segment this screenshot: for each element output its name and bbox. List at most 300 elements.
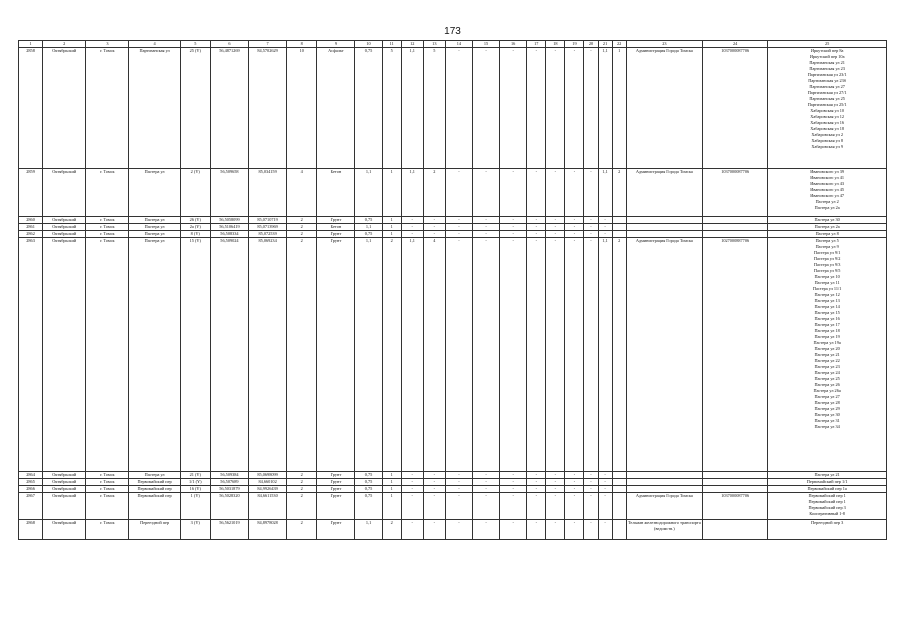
address-item: Первомайский пер 1а	[807, 486, 847, 491]
table-cell: 84,6611530	[249, 493, 287, 520]
address-item: Пастера ул 21	[814, 352, 840, 357]
table-cell: -	[546, 231, 565, 238]
table-cell: -	[401, 217, 423, 224]
table-cell: 2859	[19, 169, 43, 217]
table-cell: 1,1	[401, 169, 423, 217]
table-cell: -	[445, 169, 472, 217]
address-item: Пастера ул 9/1	[813, 250, 841, 255]
table-cell: Грунт	[317, 520, 355, 540]
table-cell: 85,0698099	[249, 472, 287, 479]
table-cell: Бетон	[317, 224, 355, 231]
table-cell: -	[527, 48, 546, 169]
table-cell: -	[445, 231, 472, 238]
table-cell: -	[565, 224, 584, 231]
table-cell: 2	[382, 238, 401, 472]
table-cell: 2863	[19, 238, 43, 472]
table-cell: 2	[287, 472, 317, 479]
table-cell	[612, 472, 626, 479]
table-cell: -	[565, 472, 584, 479]
table-cell: 1	[382, 231, 401, 238]
table-cell	[626, 472, 702, 479]
table-cell: -	[500, 238, 527, 472]
address-item: Пастера ул 19	[814, 334, 840, 339]
table-cell: 0,75	[355, 493, 382, 520]
table-cell: 56,508334	[210, 231, 248, 238]
table-cell: Грунт	[317, 231, 355, 238]
table-row	[19, 238, 887, 472]
table-cell: -	[584, 231, 598, 238]
address-list-cell	[768, 48, 887, 169]
table-cell: -	[546, 238, 565, 472]
table-cell	[703, 486, 768, 493]
address-item: Пастера ул 19а	[813, 340, 841, 345]
table-cell: 1,1	[598, 238, 612, 472]
address-item: Пастера ул 24	[814, 370, 840, 375]
table-cell: Грунт	[317, 238, 355, 472]
table-cell: 21 (Y)	[180, 472, 210, 479]
table-cell: -	[401, 520, 423, 540]
table-cell: -	[445, 48, 472, 169]
column-header: 15	[473, 41, 500, 48]
address-item: Пастера ул 30	[814, 412, 840, 417]
table-cell: 1	[382, 486, 401, 493]
address-item: Партизанская ул 23	[809, 66, 845, 71]
table-cell: -	[423, 520, 445, 540]
table-cell: -	[473, 479, 500, 486]
table-cell: -	[565, 493, 584, 520]
address-item: Ивановского ул 47	[810, 193, 845, 198]
table-cell: -	[584, 238, 598, 472]
table-cell: -	[527, 169, 546, 217]
table-cell: г. Томск	[86, 231, 129, 238]
table-cell: Асфальт	[317, 48, 355, 169]
table-row	[19, 479, 887, 486]
address-item: Пастера ул 29	[814, 406, 840, 411]
table-cell: 1	[382, 224, 401, 231]
table-cell: -	[546, 217, 565, 224]
table-cell: 56,4871269	[210, 48, 248, 169]
table-cell: Грунт	[317, 486, 355, 493]
table-cell: -	[423, 479, 445, 486]
table-cell: 1	[382, 169, 401, 217]
address-item: Пастера ул 17	[814, 322, 840, 327]
column-header: 2	[43, 41, 86, 48]
table-cell: 4	[423, 238, 445, 472]
table-cell: -	[584, 493, 598, 520]
table-cell: 1037000087706	[703, 48, 768, 169]
table-cell: 2861	[19, 224, 43, 231]
table-cell: -	[445, 238, 472, 472]
table-cell: 26 (Y)	[180, 217, 210, 224]
column-header: 14	[445, 41, 472, 48]
table-cell: 2	[287, 520, 317, 540]
table-cell	[612, 217, 626, 224]
table-cell: 1027000887706	[703, 238, 768, 472]
address-item: Пастера ул 9/3	[813, 262, 841, 267]
table-cell: -	[473, 238, 500, 472]
table-cell: 1/1 (Y)	[180, 479, 210, 486]
table-cell: -	[598, 479, 612, 486]
table-cell: Партизанская ул	[129, 48, 180, 169]
table-cell: г. Томск	[86, 48, 129, 169]
table-cell: -	[500, 479, 527, 486]
table-cell: Бетон	[317, 169, 355, 217]
address-item: Пастера ул 2а	[814, 205, 840, 210]
table-cell: Грунт	[317, 472, 355, 479]
address-item: Пастера ул 22	[814, 358, 840, 363]
table-cell: 1	[382, 472, 401, 479]
address-item: Первомайский пер 1	[808, 493, 846, 498]
table-cell: -	[584, 486, 598, 493]
table-cell: -	[401, 493, 423, 520]
table-cell: 56,5031879	[210, 486, 248, 493]
table-cell: 2858	[19, 48, 43, 169]
table-cell: -	[401, 224, 423, 231]
column-header: 12	[401, 41, 423, 48]
table-cell: -	[565, 486, 584, 493]
table-cell: 1,1	[598, 169, 612, 217]
table-cell: -	[527, 486, 546, 493]
table-cell: -	[473, 472, 500, 479]
table-cell: -	[401, 479, 423, 486]
column-header: 11	[382, 41, 401, 48]
address-item: Первомайский пер 1	[808, 499, 846, 504]
column-header: 3	[86, 41, 129, 48]
address-item: Хабаровская ул 16	[810, 120, 845, 125]
table-cell: 25 (Y)	[180, 48, 210, 169]
table-cell: -	[445, 520, 472, 540]
table-cell: 15 (Y)	[180, 238, 210, 472]
address-item: Пастера ул 14	[814, 304, 840, 309]
table-cell: 56,5058099	[210, 217, 248, 224]
table-cell: Пастера ул	[129, 472, 180, 479]
table-cell: 8 (Y)	[180, 231, 210, 238]
table-cell	[703, 224, 768, 231]
table-cell: -	[423, 472, 445, 479]
table-cell: 2867	[19, 493, 43, 520]
table-row	[19, 231, 887, 238]
table-cell: -	[565, 238, 584, 472]
address-item: Пастера ул 18	[814, 328, 840, 333]
address-list-cell	[768, 493, 887, 520]
table-cell: -	[527, 520, 546, 540]
address-item: Пастера ул 26а	[813, 388, 841, 393]
table-cell: -	[445, 486, 472, 493]
table-cell	[626, 217, 702, 224]
table-cell: 1,1	[355, 238, 382, 472]
table-cell: г. Томск	[86, 169, 129, 217]
table-cell: -	[473, 217, 500, 224]
address-item: Партизанская ул 23/1	[807, 72, 847, 77]
address-item: Первомайский пер 3	[808, 505, 846, 510]
address-item: Пастера ул 9/5	[813, 268, 841, 273]
table-cell: -	[473, 231, 500, 238]
table-cell: -	[584, 520, 598, 540]
table-cell: г. Томск	[86, 520, 129, 540]
table-cell: -	[401, 472, 423, 479]
address-item: Ивановского ул 43	[810, 181, 845, 186]
table-cell: Первомайский пер	[129, 493, 180, 520]
table-cell: -	[565, 231, 584, 238]
table-cell: 1	[612, 48, 626, 169]
table-cell: Октябрьский	[43, 472, 86, 479]
table-cell: -	[546, 224, 565, 231]
table-cell: 1,1	[401, 48, 423, 169]
address-item: Пастера ул 2	[815, 199, 839, 204]
address-item: Пастера ул 31	[814, 418, 840, 423]
table-cell: -	[584, 479, 598, 486]
table-cell: г. Томск	[86, 486, 129, 493]
address-item: Пастера ул 34	[814, 424, 840, 429]
table-cell	[612, 479, 626, 486]
table-cell: Октябрьский	[43, 217, 86, 224]
address-item: Пастера ул 25	[814, 376, 840, 381]
table-cell: Администрация Города Томска	[626, 238, 702, 472]
table-cell: -	[527, 224, 546, 231]
table-cell: 56,5621019	[210, 520, 248, 540]
table-cell: 85,069234	[249, 238, 287, 472]
column-header: 24	[703, 41, 768, 48]
table-cell: 0,75	[355, 231, 382, 238]
table-cell: Первомайский пер	[129, 479, 180, 486]
table-cell: -	[473, 224, 500, 231]
address-item: Иркутский пер 10а	[809, 54, 845, 59]
table-cell: -	[565, 169, 584, 217]
table-cell	[703, 231, 768, 238]
column-header: 18	[546, 41, 565, 48]
table-cell: 84,8978028	[249, 520, 287, 540]
table-cell: -	[445, 479, 472, 486]
address-item: Пастера ул 9/2	[813, 256, 841, 261]
table-cell: -	[500, 224, 527, 231]
table-cell: -	[598, 217, 612, 224]
table-cell: -	[565, 520, 584, 540]
address-item: Иркутский пер 8а	[810, 48, 844, 53]
table-cell: Пастера ул	[129, 231, 180, 238]
column-header: 1	[19, 41, 43, 48]
address-list-cell	[768, 224, 887, 231]
table-cell: 56,507689	[210, 479, 248, 486]
table-cell: -	[423, 224, 445, 231]
column-header: 13	[423, 41, 445, 48]
table-cell: 56,5028320	[210, 493, 248, 520]
table-cell: 3 (Y)	[180, 520, 210, 540]
table-cell: 1,1	[355, 169, 382, 217]
table-cell: 1	[382, 479, 401, 486]
table-cell: 1	[382, 217, 401, 224]
address-item: Партизанская ул 25/1	[807, 102, 847, 107]
table-cell	[612, 224, 626, 231]
table-cell: -	[473, 520, 500, 540]
column-header: 7	[249, 41, 287, 48]
address-item: Ивановского ул 39	[810, 169, 845, 174]
table-cell: Тельман железнодорожного транспорта (ведомств.)	[626, 520, 702, 540]
table-cell: -	[500, 493, 527, 520]
table-cell: Октябрьский	[43, 224, 86, 231]
address-item: Хабаровская ул 12	[810, 114, 845, 119]
table-cell: 2	[287, 224, 317, 231]
address-list-cell	[768, 479, 887, 486]
address-item: Партизанская ул 21	[809, 60, 845, 65]
table-cell: Октябрьский	[43, 48, 86, 169]
column-header: 23	[626, 41, 702, 48]
table-cell: 5	[423, 48, 445, 169]
address-item: Хабаровская ул 2	[811, 132, 843, 137]
table-cell: -	[584, 169, 598, 217]
table-cell: 0,75	[355, 48, 382, 169]
address-item: Пастера ул 30	[814, 217, 840, 222]
table-cell: 1037000087706	[703, 493, 768, 520]
address-item: Пастера ул 15	[814, 310, 840, 315]
table-cell: -	[423, 217, 445, 224]
address-item: Пастера ул 12	[814, 292, 840, 297]
address-item: Пастера ул 16	[814, 316, 840, 321]
table-cell: Грунт	[317, 493, 355, 520]
address-item: Пастера ул 20	[814, 346, 840, 351]
address-list-cell	[768, 217, 887, 224]
table-cell: -	[423, 231, 445, 238]
table-cell: Пастера ул	[129, 238, 180, 472]
address-list-cell	[768, 486, 887, 493]
column-header: 9	[317, 41, 355, 48]
table-cell: -	[500, 486, 527, 493]
table-cell: 10	[287, 48, 317, 169]
column-header: 17	[527, 41, 546, 48]
address-item: Пастера ул 10	[814, 274, 840, 279]
table-cell: -	[473, 493, 500, 520]
table-cell: -	[598, 486, 612, 493]
table-cell: -	[565, 48, 584, 169]
column-header: 5	[180, 41, 210, 48]
table-cell: -	[500, 48, 527, 169]
table-cell: -	[598, 224, 612, 231]
table-cell: 1 (Y)	[180, 493, 210, 520]
table-cell: -	[423, 486, 445, 493]
table-cell: 1,1	[355, 224, 382, 231]
table-cell: -	[500, 472, 527, 479]
table-cell: Пастера ул	[129, 224, 180, 231]
table-cell: Первомайский пер	[129, 486, 180, 493]
table-cell: 56,5106419	[210, 224, 248, 231]
table-cell: 2864	[19, 472, 43, 479]
table-cell: 84,9926439	[249, 486, 287, 493]
table-cell: г. Томск	[86, 472, 129, 479]
address-item: Пастера ул 23	[814, 364, 840, 369]
address-item: Пастера ул 8	[815, 231, 839, 236]
address-item: Пастера ул 28	[814, 400, 840, 405]
table-row	[19, 217, 887, 224]
table-cell: -	[527, 231, 546, 238]
table-cell: 2	[287, 217, 317, 224]
address-list-cell	[768, 238, 887, 472]
address-item: Пастера ул 11/1	[812, 286, 842, 291]
table-cell: 2860	[19, 217, 43, 224]
table-cell: -	[598, 520, 612, 540]
table-cell: Пастера ул	[129, 217, 180, 224]
column-header: 25	[768, 41, 887, 48]
table-cell: -	[500, 520, 527, 540]
table-cell: -	[500, 231, 527, 238]
table-cell: -	[473, 169, 500, 217]
table-cell: -	[445, 217, 472, 224]
address-list-cell	[768, 472, 887, 479]
table-cell: -	[584, 48, 598, 169]
table-cell: 1	[382, 493, 401, 520]
table-cell: Переездной пер	[129, 520, 180, 540]
address-item: Пастера ул 21	[814, 472, 840, 477]
address-item: Пастера ул 11	[814, 280, 840, 285]
table-cell: Администрация Города Томска	[626, 493, 702, 520]
table-cell: Грунт	[317, 479, 355, 486]
table-cell: Октябрьский	[43, 493, 86, 520]
address-item: Ивановского ул 45	[810, 187, 845, 192]
table-cell: г. Томск	[86, 224, 129, 231]
table-cell: 1,1	[401, 238, 423, 472]
address-list-cell	[768, 169, 887, 217]
table-cell: -	[565, 479, 584, 486]
address-item: Хабаровская ул 18	[810, 126, 845, 131]
table-cell: 2865	[19, 479, 43, 486]
address-list-cell	[768, 520, 887, 540]
table-cell: -	[584, 217, 598, 224]
table-cell: 0,75	[355, 479, 382, 486]
table-cell: 1,1	[355, 520, 382, 540]
address-item: Партизанская ул 27/1	[807, 90, 847, 95]
column-header: 19	[565, 41, 584, 48]
table-cell: 56,509024	[210, 238, 248, 472]
address-item: Переездной пер 3	[811, 520, 844, 525]
table-cell: -	[527, 472, 546, 479]
table-cell: -	[401, 486, 423, 493]
table-cell: -	[598, 493, 612, 520]
table-cell: 85,072539	[249, 231, 287, 238]
column-header: 6	[210, 41, 248, 48]
table-cell	[626, 224, 702, 231]
column-header: 22	[612, 41, 626, 48]
page-number: 173	[444, 26, 461, 37]
table-cell: 85,0713969	[249, 224, 287, 231]
table-cell	[612, 486, 626, 493]
table-cell: 2866	[19, 486, 43, 493]
address-item: Кооперативный 1-8	[809, 511, 845, 516]
address-item: Хабаровская ул 9	[811, 144, 843, 149]
table-cell: -	[527, 217, 546, 224]
table-cell: 56,509658	[210, 169, 248, 217]
table-cell: 16 (Y)	[180, 486, 210, 493]
table-cell: 2	[287, 493, 317, 520]
table-cell: 2	[612, 169, 626, 217]
address-item: Пастера ул 27	[814, 394, 840, 399]
address-item: Пастера ул 9	[815, 244, 839, 249]
table-cell: -	[527, 493, 546, 520]
table-cell: 2а (Y)	[180, 224, 210, 231]
table-row	[19, 493, 887, 520]
table-cell: -	[546, 472, 565, 479]
address-item: Партизанская ул 23б	[808, 78, 847, 83]
address-list-cell	[768, 231, 887, 238]
table-cell: 2	[287, 231, 317, 238]
table-row	[19, 224, 887, 231]
table-cell	[626, 479, 702, 486]
table-cell: 85,034159	[249, 169, 287, 217]
table-cell: 2	[287, 486, 317, 493]
address-item: Партизанская ул 27	[809, 84, 845, 89]
table-row	[19, 520, 887, 540]
table-cell	[612, 493, 626, 520]
table-cell	[703, 472, 768, 479]
table-cell: 1,1	[598, 48, 612, 169]
address-item: Ивановского ул 41	[810, 175, 845, 180]
